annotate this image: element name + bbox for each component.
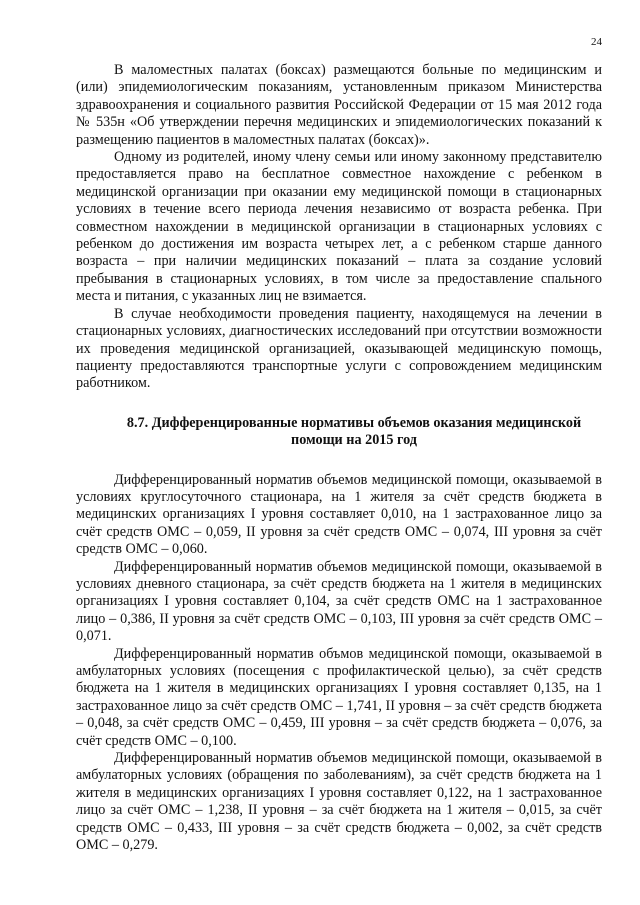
paragraph-day-hospital-norm: Дифференцированный норматив объемов медицинской помощи, оказываемой в условиях дневного стационара, за счёт средств бюджета на 1 жителя в медицинских организациях I уровня составляет 0,104, за счёт средств ОМС на 1 застрахованное лицо – 0,386, II уровня за счёт средств ОМС – 0,103, III уровня за счёт средств ОМС – 0,071. — [76, 558, 602, 645]
paragraph-transport: В случае необходимости проведения пациенту, находящемуся на лечении в стационарных условиях, диагностических исследований при отсутствии возможности их проведения медицинской организацией, оказывающей медицинскую помощь, пациенту предоставляются транспортные услуги с сопровождением медицинским работником. — [76, 305, 602, 392]
document-body — [76, 62, 602, 854]
section-heading: 8.7. Дифференцированные нормативы объемов оказания медицинской помощи на 2015 год — [126, 414, 582, 449]
paragraph-inpatient-norm: Дифференцированный норматив объемов медицинской помощи, оказываемой в условиях круглосуточного стационара, на 1 жителя за счёт средств бюджета в медицинских организациях I уровня составляет 0,010, на 1 застрахованное лицо за счёт средств ОМС – 0,059, II уровня за счёт средств ОМС – 0,074, III уровня за счёт средств ОМС – 0,060. — [76, 471, 602, 558]
page-number: 24 — [591, 36, 602, 48]
paragraph-parent-stay: Одному из родителей, иному члену семьи или иному законному представителю предоставляется право на бесплатное совместное нахождение с ребенком в медицинской организации при оказании ему медицинской помощи в стационарных условиях в течение всего периода лечения независимо от возраста ребенка. При совместном нахождении в медицинской организации в стационарных условиях с ребенком до достижения им возраста четырех лет, а с ребенком старше данного возраста – при наличии медицинских показаний – плата за создание условий пребывания в стационарных условиях, в том числе за предоставление спального места и питания, с указанных лиц не взимается. — [76, 149, 602, 305]
paragraph-outpatient-preventive-norm: Дифференцированный норматив объмов медицинской помощи, оказываемой в амбулаторных условиях (посещения с профилактической целью), за счёт средств бюджета на 1 жителя в медицинских организациях I уровня составляет 0,135, на 1 застрахованное лицо за счёт средств ОМС – 1,741, II уровня – за счёт средств бюджета – 0,048, за счёт средств ОМС – 0,459, III уровня – за счёт средств бюджета – 0,076, за счёт средств ОМС – 0,100. — [76, 645, 602, 749]
paragraph-small-wards: В маломестных палатах (боксах) размещаются больные по медицинским и (или) эпидемиологическим показаниям, установленным приказом Министерства здравоохранения и социального развития Российской Федерации от 15 мая 2012 года № 535н «Об утверждении перечня медицинских и эпидемиологических показаний к размещению пациентов в маломестных палатах (боксах)». — [76, 62, 602, 148]
paragraph-outpatient-disease-norm: Дифференцированный норматив объемов медицинской помощи, оказываемой в амбулаторных условиях (обращения по заболеваниям), за счёт средств бюджета на 1 жителя в медицинских организациях I уровня составляет 0,122, на 1 застрахованное лицо за счёт ОМС – 1,238, II уровня – за счёт бюджета на 1 жителя – 0,015, за счёт средств ОМС – 0,433, III уровня – за счёт средств бюджета – 0,002, за счёт средств ОМС – 0,279. — [76, 750, 602, 854]
